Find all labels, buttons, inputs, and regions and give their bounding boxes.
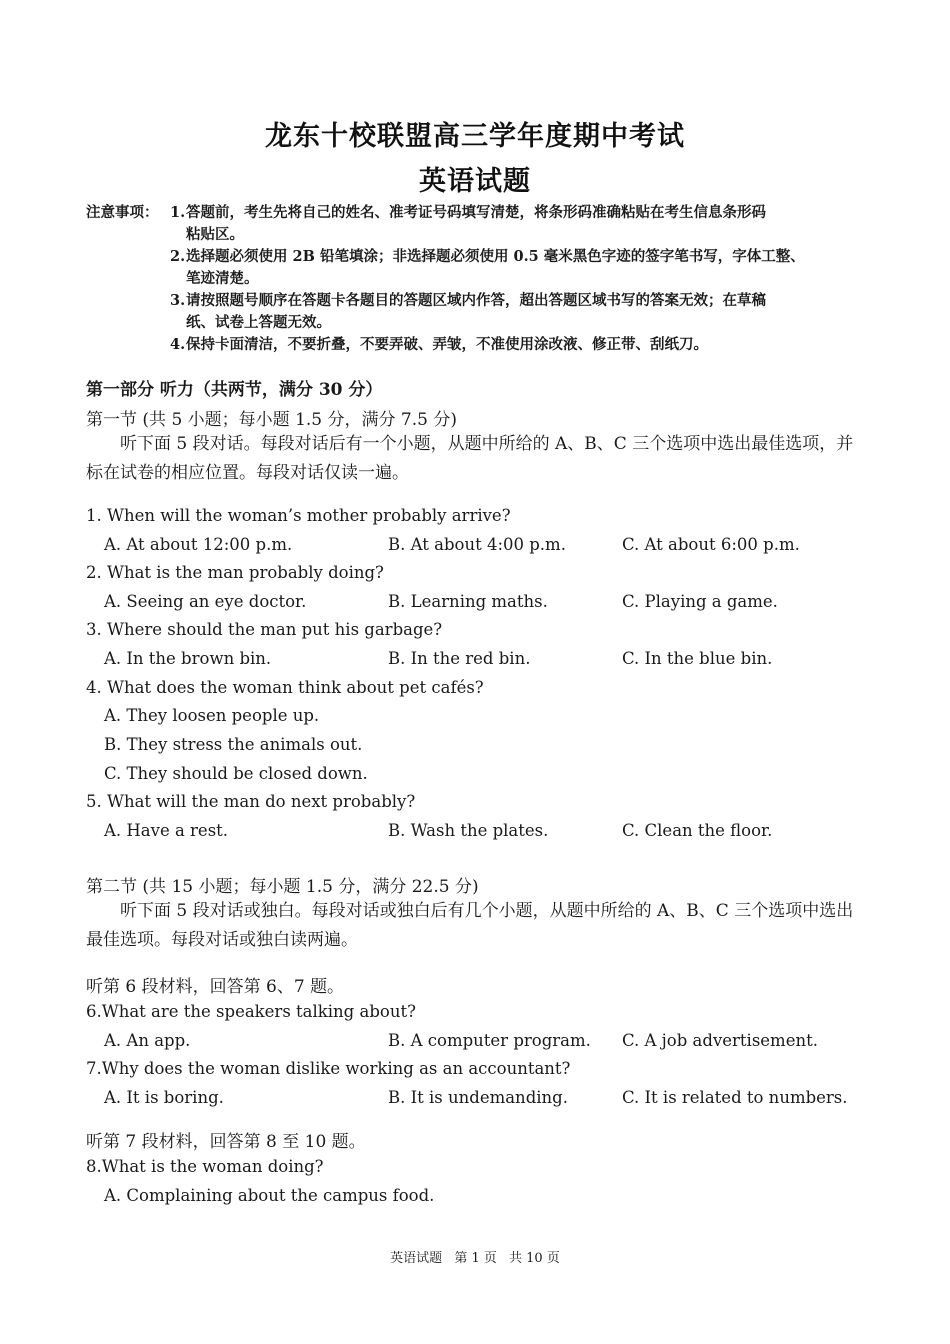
option-4b: B. They stress the animals out.	[104, 735, 363, 754]
option-4a: A. They loosen people up.	[104, 706, 320, 725]
notice-item-text: 答题前，考生先将自己的姓名、准考证号码填写清楚，将条形码准确粘贴在考生信息条形码	[186, 204, 766, 221]
question-3: 3. Where should the man put his garbage?	[86, 620, 443, 639]
option-3b: B. In the red bin.	[388, 649, 531, 668]
exam-title: 龙东十校联盟高三学年度期中考试	[265, 121, 685, 152]
option-2a: A. Seeing an eye doctor.	[104, 592, 307, 611]
option-6a: A. An app.	[104, 1031, 191, 1050]
notice-item-text: 保持卡面清洁，不要折叠，不要弄破、弄皱，不准使用涂改液、修正带、刮纸刀。	[186, 336, 708, 353]
question-7: 7.Why does the woman dislike working as an accountant?	[86, 1059, 571, 1078]
question-4: 4. What does the woman think about pet cafés?	[86, 678, 484, 697]
option-6c: C. A job advertisement.	[622, 1031, 818, 1050]
option-2c: C. Playing a game.	[622, 592, 778, 611]
exam-subtitle: 英语试题	[419, 166, 531, 197]
option-8a: A. Complaining about the campus food.	[104, 1186, 435, 1205]
material-6-label: 听第 6 段材料，回答第 6、7 题。	[86, 977, 345, 997]
notice-item-text: 请按照题号顺序在答题卡各题目的答题区域内作答，超出答题区域书写的答案无效；在草稿	[186, 292, 766, 309]
notice-item-text: 选择题必须使用 2B 铅笔填涂；非选择题必须使用 0.5 毫米黑色字迹的签字笔书写，字体工整、	[186, 248, 805, 265]
footer-total-pages: 共 10 页	[509, 1251, 560, 1266]
notice-item-text-cont: 粘贴区。	[186, 226, 244, 243]
option-4c: C. They should be closed down.	[104, 764, 368, 783]
notice-item-number: 1.	[170, 204, 186, 221]
question-1: 1. When will the woman’s mother probably arrive?	[86, 506, 511, 525]
footer-page-number: 第 1 页	[454, 1251, 497, 1266]
option-3a: A. In the brown bin.	[104, 649, 272, 668]
option-5b: B. Wash the plates.	[388, 821, 549, 840]
material-7-label: 听第 7 段材料，回答第 8 至 10 题。	[86, 1132, 366, 1152]
option-3c: C. In the blue bin.	[622, 649, 773, 668]
page-footer	[0, 1247, 950, 1266]
notice-item-2	[170, 246, 870, 290]
option-7c: C. It is related to numbers.	[622, 1088, 848, 1107]
notice-item-3	[170, 290, 870, 334]
option-1c: C. At about 6:00 p.m.	[622, 535, 800, 554]
notice-item-number: 2.	[170, 248, 186, 265]
question-2: 2. What is the man probably doing?	[86, 563, 384, 582]
section1-heading: 第一节 (共 5 小题；每小题 1.5 分，满分 7.5 分)	[86, 410, 457, 430]
option-7a: A. It is boring.	[104, 1088, 224, 1107]
notice-item-text-cont: 笔迹清楚。	[186, 270, 259, 287]
option-6b: B. A computer program.	[388, 1031, 591, 1050]
section2-instructions: 听下面 5 段对话或独白。每段对话或独白后有几个小题，从题中所给的 A、B、C 三个选项中选出最佳选项。每段对话或独白读两遍。	[86, 901, 854, 950]
notice-label: 注意事项：	[86, 204, 159, 221]
option-7b: B. It is undemanding.	[388, 1088, 568, 1107]
footer-subject: 英语试题	[390, 1251, 443, 1266]
notice-item-number: 4.	[170, 336, 186, 353]
notice-item-1	[170, 202, 870, 246]
option-2b: B. Learning maths.	[388, 592, 548, 611]
notice-item-4	[170, 334, 870, 356]
question-8: 8.What is the woman doing?	[86, 1157, 324, 1176]
option-1b: B. At about 4:00 p.m.	[388, 535, 566, 554]
option-5c: C. Clean the floor.	[622, 821, 773, 840]
section2-heading: 第二节 (共 15 小题；每小题 1.5 分，满分 22.5 分)	[86, 877, 479, 897]
notice-item-text-cont: 纸、试卷上答题无效。	[186, 314, 331, 331]
question-6: 6.What are the speakers talking about?	[86, 1002, 416, 1021]
option-1a: A. At about 12:00 p.m.	[104, 535, 293, 554]
notice-item-number: 3.	[170, 292, 186, 309]
question-5: 5. What will the man do next probably?	[86, 792, 416, 811]
option-5a: A. Have a rest.	[104, 821, 229, 840]
part1-heading: 第一部分 听力（共两节，满分 30 分）	[86, 380, 383, 400]
section1-instructions: 听下面 5 段对话。每段对话后有一个小题，从题中所给的 A、B、C 三个选项中选出最佳选项，并标在试卷的相应位置。每段对话仅读一遍。	[86, 434, 854, 483]
